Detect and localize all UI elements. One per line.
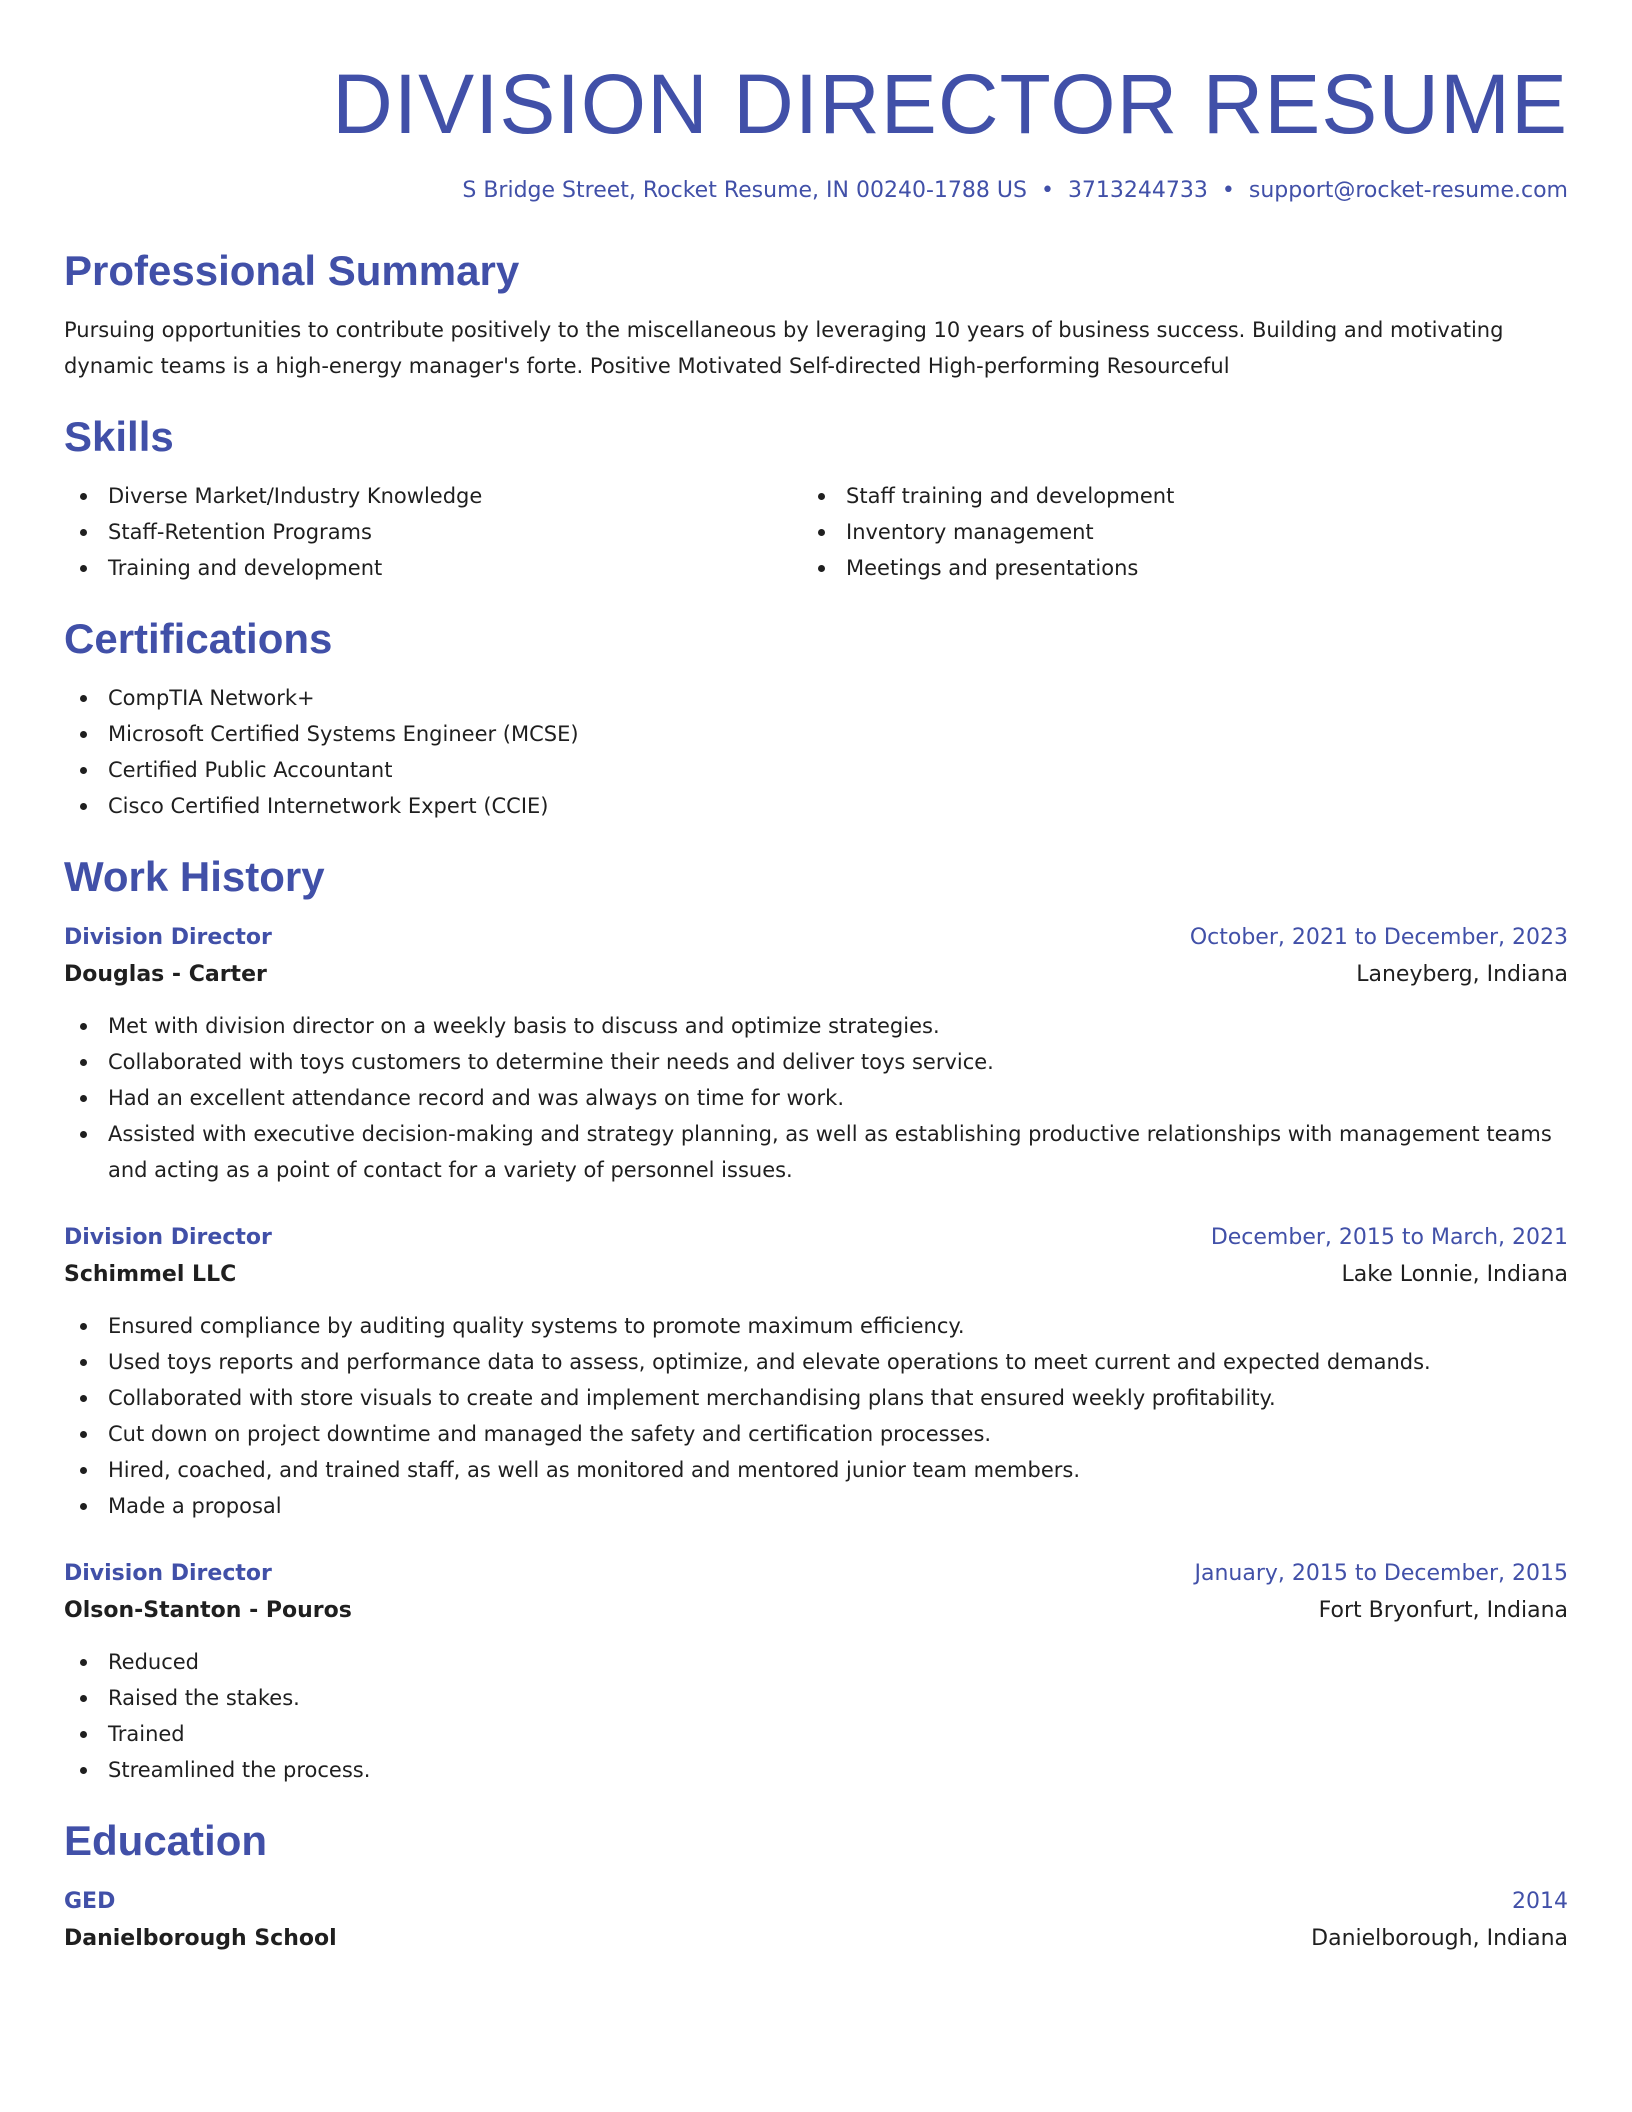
contact-separator: •: [1040, 178, 1054, 203]
education-school-row: [64, 1920, 1568, 1958]
skill-item: Staff-Retention Programs: [64, 514, 802, 550]
job-company: Olson-Stanton - Pouros: [64, 1598, 352, 1623]
job-bullet: Reduced: [64, 1644, 1568, 1680]
job-header-row: [64, 1556, 1568, 1592]
job-location: Lake Lonnie, Indiana: [1341, 1262, 1568, 1287]
job-role: Division Director: [64, 1561, 272, 1586]
education-entry: [64, 1884, 1568, 1958]
contact-address: S Bridge Street, Rocket Resume, IN 00240-1788 US: [462, 178, 1027, 203]
job-bullet: Cut down on project downtime and managed the safety and certification processes.: [64, 1416, 1568, 1452]
job-role: Division Director: [64, 925, 272, 950]
job-company-row: [64, 956, 1568, 994]
job-bullet: Ensured compliance by auditing quality systems to promote maximum efficiency.: [64, 1308, 1568, 1344]
education-location: Danielborough, Indiana: [1311, 1926, 1568, 1951]
certification-item: CompTIA Network+: [64, 680, 1568, 716]
job-role: Division Director: [64, 1225, 272, 1250]
job-location: Laneyberg, Indiana: [1356, 962, 1568, 987]
job-company: Schimmel LLC: [64, 1262, 237, 1287]
contact-phone: 3713244733: [1067, 178, 1208, 203]
job-bullet: Had an excellent attendance record and was always on time for work.: [64, 1080, 1568, 1116]
certification-item: Certified Public Accountant: [64, 752, 1568, 788]
summary-heading: Professional Summary: [64, 247, 520, 294]
contact-line: [64, 176, 1568, 206]
job-bullet: Assisted with executive decision-making and strategy planning, as well as establishing productive relationships with management teams and acting as a point of contact for a variety of personnel issues.: [64, 1116, 1568, 1188]
job-bullet: Met with division director on a weekly basis to discuss and optimize strategies.: [64, 1008, 1568, 1044]
job-entry: [64, 920, 1568, 1188]
job-bullets: [64, 1644, 1568, 1788]
job-bullet: Raised the stakes.: [64, 1680, 1568, 1716]
skill-item: Training and development: [64, 550, 802, 586]
skill-item: Meetings and presentations: [802, 550, 1540, 586]
job-bullets: [64, 1308, 1568, 1524]
job-entry: [64, 1220, 1568, 1524]
contact-email[interactable]: support@rocket-resume.com: [1248, 178, 1568, 203]
job-bullet: Used toys reports and performance data to assess, optimize, and elevate operations to meet current and expected demands.: [64, 1344, 1568, 1380]
certifications-list: [64, 680, 1568, 824]
certifications-heading: Certifications: [64, 615, 333, 662]
certification-item: Microsoft Certified Systems Engineer (MCSE): [64, 716, 1568, 752]
contact-separator: •: [1221, 178, 1235, 203]
education-year: 2014: [1512, 1889, 1568, 1914]
skill-item: Staff training and development: [802, 478, 1540, 514]
job-bullet: Hired, coached, and trained staff, as well as monitored and mentored junior team members.: [64, 1452, 1568, 1488]
education-heading: Education: [64, 1817, 268, 1864]
job-bullet: Trained: [64, 1716, 1568, 1752]
job-entry: [64, 1556, 1568, 1788]
skill-item: Inventory management: [802, 514, 1540, 550]
job-company-row: [64, 1592, 1568, 1630]
skill-item: Diverse Market/Industry Knowledge: [64, 478, 802, 514]
job-location: Fort Bryonfurt, Indiana: [1318, 1598, 1568, 1623]
job-company: Douglas - Carter: [64, 962, 267, 987]
education-school: Danielborough School: [64, 1926, 337, 1951]
job-company-row: [64, 1256, 1568, 1294]
education-header-row: [64, 1884, 1568, 1920]
skills-list-left: [64, 478, 802, 586]
job-header-row: [64, 1220, 1568, 1256]
resume-title: DIVISION DIRECTOR RESUME: [332, 57, 1568, 151]
job-dates: December, 2015 to March, 2021: [1210, 1225, 1568, 1250]
job-dates: January, 2015 to December, 2015: [1194, 1561, 1568, 1586]
skills-list-right: [802, 478, 1540, 586]
education-degree: GED: [64, 1889, 116, 1914]
job-bullet: Made a proposal: [64, 1488, 1568, 1524]
summary-text: Pursuing opportunities to contribute positively to the miscellaneous by leveraging 10 years of business success. Building and motivating dynamic teams is a high-energy manager's forte. Positive Motivated Self-directed High-performing Resourceful: [64, 318, 1504, 378]
job-dates: October, 2021 to December, 2023: [1189, 925, 1568, 950]
work-history-heading: Work History: [64, 853, 325, 900]
skills-grid: [64, 478, 1568, 586]
job-bullets: [64, 1008, 1568, 1188]
job-bullet: Streamlined the process.: [64, 1752, 1568, 1788]
certification-item: Cisco Certified Internetwork Expert (CCIE): [64, 788, 1568, 824]
job-bullet: Collaborated with store visuals to create and implement merchandising plans that ensured weekly profitability.: [64, 1380, 1568, 1416]
skills-heading: Skills: [64, 413, 174, 460]
job-bullet: Collaborated with toys customers to determine their needs and deliver toys service.: [64, 1044, 1568, 1080]
job-header-row: [64, 920, 1568, 956]
